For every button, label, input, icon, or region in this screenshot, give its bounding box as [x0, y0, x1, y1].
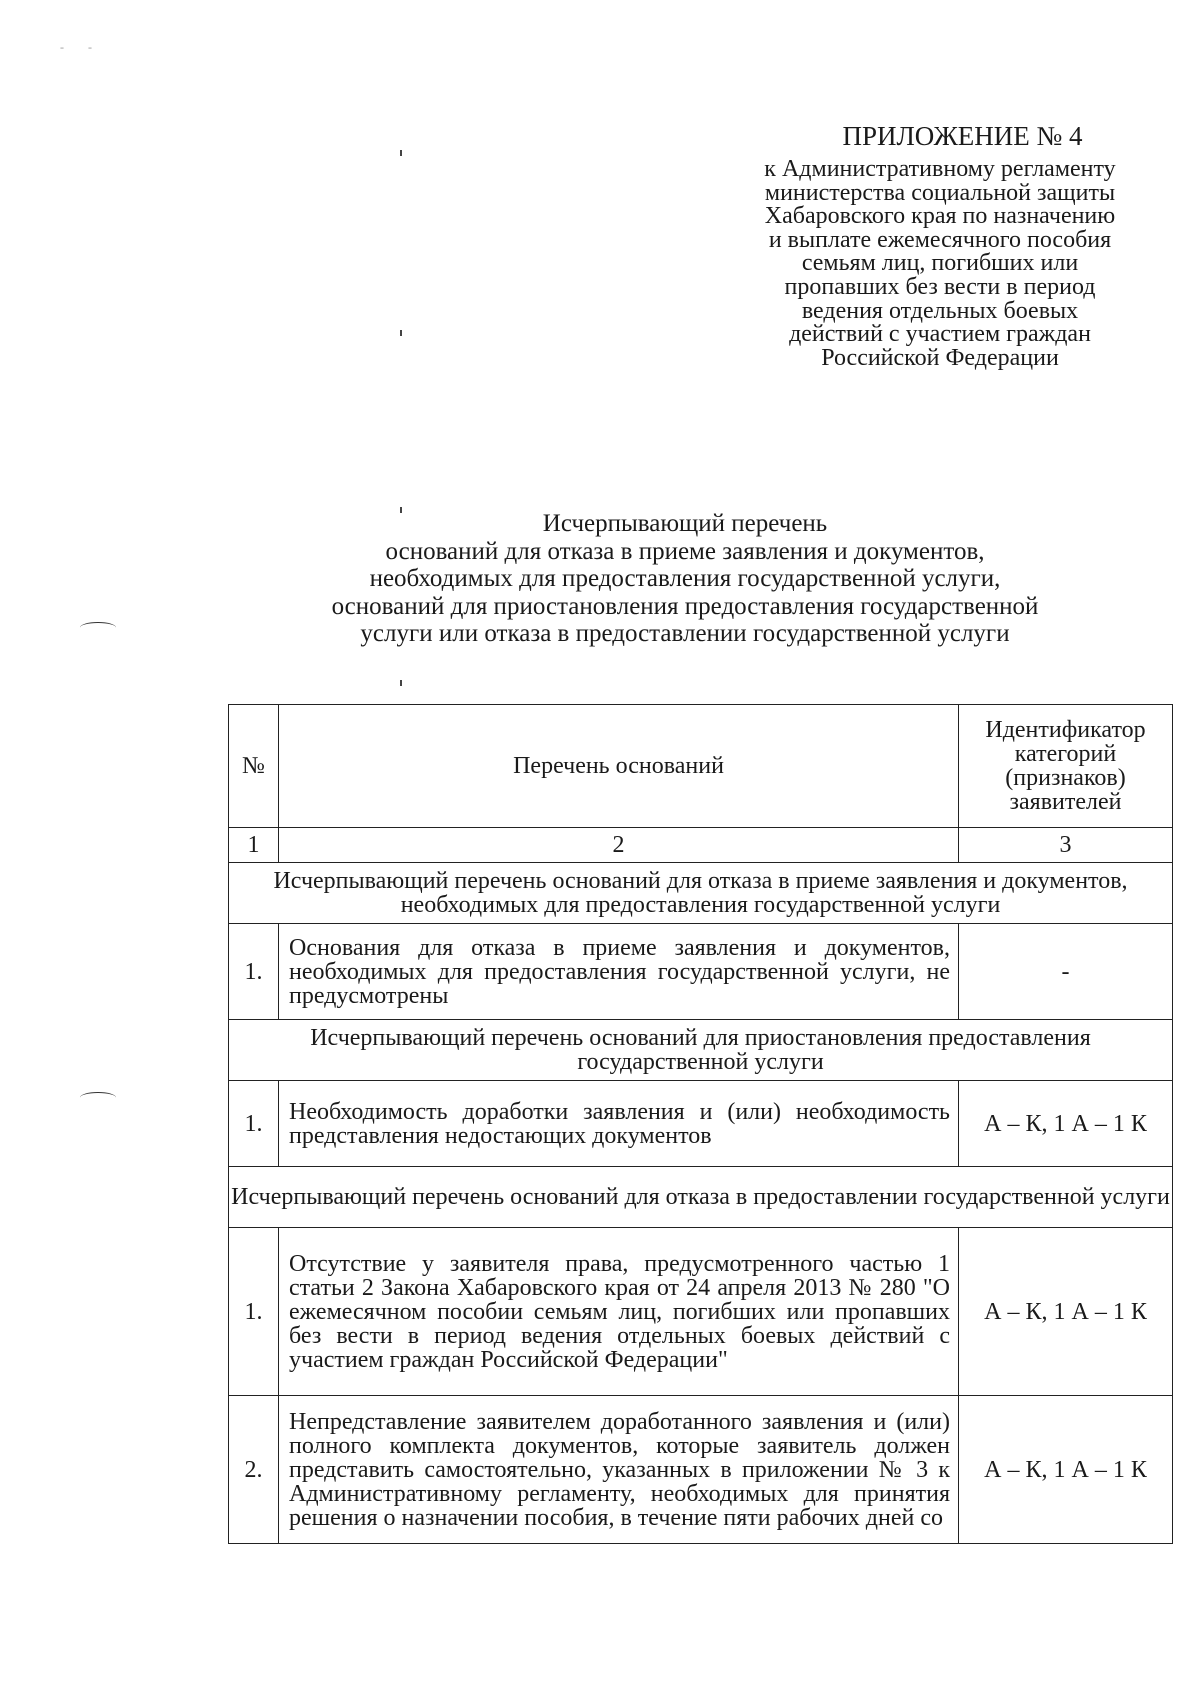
section-heading: Исчерпывающий перечень оснований для приостановления предоставления государственной услуги — [229, 1020, 1173, 1081]
row-identifiers: А – К, 1 А – 1 К — [959, 1081, 1173, 1167]
section-heading-row — [229, 863, 1173, 924]
column-index: 2 — [279, 828, 959, 863]
appendix-line: ведения отдельных боевых — [801, 297, 1079, 324]
row-number: 2. — [229, 1396, 279, 1544]
row-number: 1. — [229, 924, 279, 1020]
row-text: Основания для отказа в приеме заявления и документов, необходимых для предоставления государственной услуги, не предусмотрены — [279, 924, 959, 1020]
row-identifiers: А – К, 1 А – 1 К — [959, 1228, 1173, 1396]
appendix-line: Хабаровского края по назначению — [764, 203, 1116, 230]
title-line: оснований для приостановления предоставления государственной — [331, 592, 1039, 620]
row-text: Необходимость доработки заявления и (или) необходимость представления недостающих документов — [279, 1081, 959, 1167]
table-row — [229, 1081, 1173, 1167]
title-line: услуги или отказа в предоставлении государственной услуги — [360, 620, 1010, 647]
title-line: необходимых для предоставления государственной услуги, — [369, 565, 1001, 592]
scan-speck — [400, 680, 402, 686]
row-identifiers: А – К, 1 А – 1 К — [959, 1396, 1173, 1544]
appendix-line: и выплате ежемесячного пособия — [768, 226, 1112, 253]
section-heading-row — [229, 1167, 1173, 1228]
table-header-row — [229, 705, 1173, 828]
scan-speck — [400, 150, 402, 156]
header-identifier: Идентификатор категорий (признаков) заявителей — [959, 705, 1173, 828]
table-row — [229, 1228, 1173, 1396]
title-line: оснований для отказа в приеме заявления и документов, — [385, 537, 985, 565]
column-index: 1 — [229, 828, 279, 863]
row-number: 1. — [229, 1228, 279, 1396]
margin-mark — [80, 622, 116, 633]
appendix-line: министерства социальной защиты — [764, 179, 1116, 206]
row-text: Отсутствие у заявителя права, предусмотренного частью 1 статьи 2 Закона Хабаровского края от 24 апреля 2013 № 280 "О ежемесячном пособии семьям лиц, погибших или пропавших без вести в период ведения отдельных боевых действий с участием граждан Российской Федерации" — [279, 1228, 959, 1396]
document-title — [250, 510, 1120, 648]
margin-mark — [80, 1092, 116, 1103]
appendix-number: ПРИЛОЖЕНИЕ № 4 — [842, 121, 1083, 151]
appendix-block — [735, 120, 1145, 370]
column-index-row — [229, 828, 1173, 863]
row-number: 1. — [229, 1081, 279, 1167]
appendix-line: Российской Федерации — [821, 344, 1059, 371]
appendix-line: к Административному регламенту — [764, 156, 1116, 182]
row-text: Непредставление заявителем доработанного заявления и (или) полного комплекта документов, которые заявитель должен представить самостоятельно, указанных в приложении № 3 к Административному регламенту, необходимых для принятия решения о назначении пособия, в течение пяти рабочих дней со — [279, 1396, 959, 1544]
scan-speck — [400, 330, 402, 336]
table-row — [229, 924, 1173, 1020]
appendix-description — [735, 158, 1145, 370]
appendix-line: семьям лиц, погибших или — [801, 250, 1079, 277]
grounds-table — [228, 704, 1173, 1544]
header-grounds: Перечень оснований — [279, 705, 959, 828]
header-number: № — [229, 705, 279, 828]
row-identifiers: - — [959, 924, 1173, 1020]
appendix-line: пропавших без вести в период — [784, 273, 1096, 300]
appendix-line: действий с участием граждан — [789, 321, 1091, 348]
title-line: Исчерпывающий перечень — [542, 510, 828, 537]
section-heading-row — [229, 1020, 1173, 1081]
section-heading: Исчерпывающий перечень оснований для отказа в приеме заявления и документов, необходимых для предоставления государственной услуги — [229, 863, 1173, 924]
table-row — [229, 1396, 1173, 1544]
scan-speck: - - — [60, 40, 92, 54]
column-index: 3 — [959, 828, 1173, 863]
section-heading: Исчерпывающий перечень оснований для отказа в предоставлении государственной услуги — [229, 1167, 1173, 1228]
